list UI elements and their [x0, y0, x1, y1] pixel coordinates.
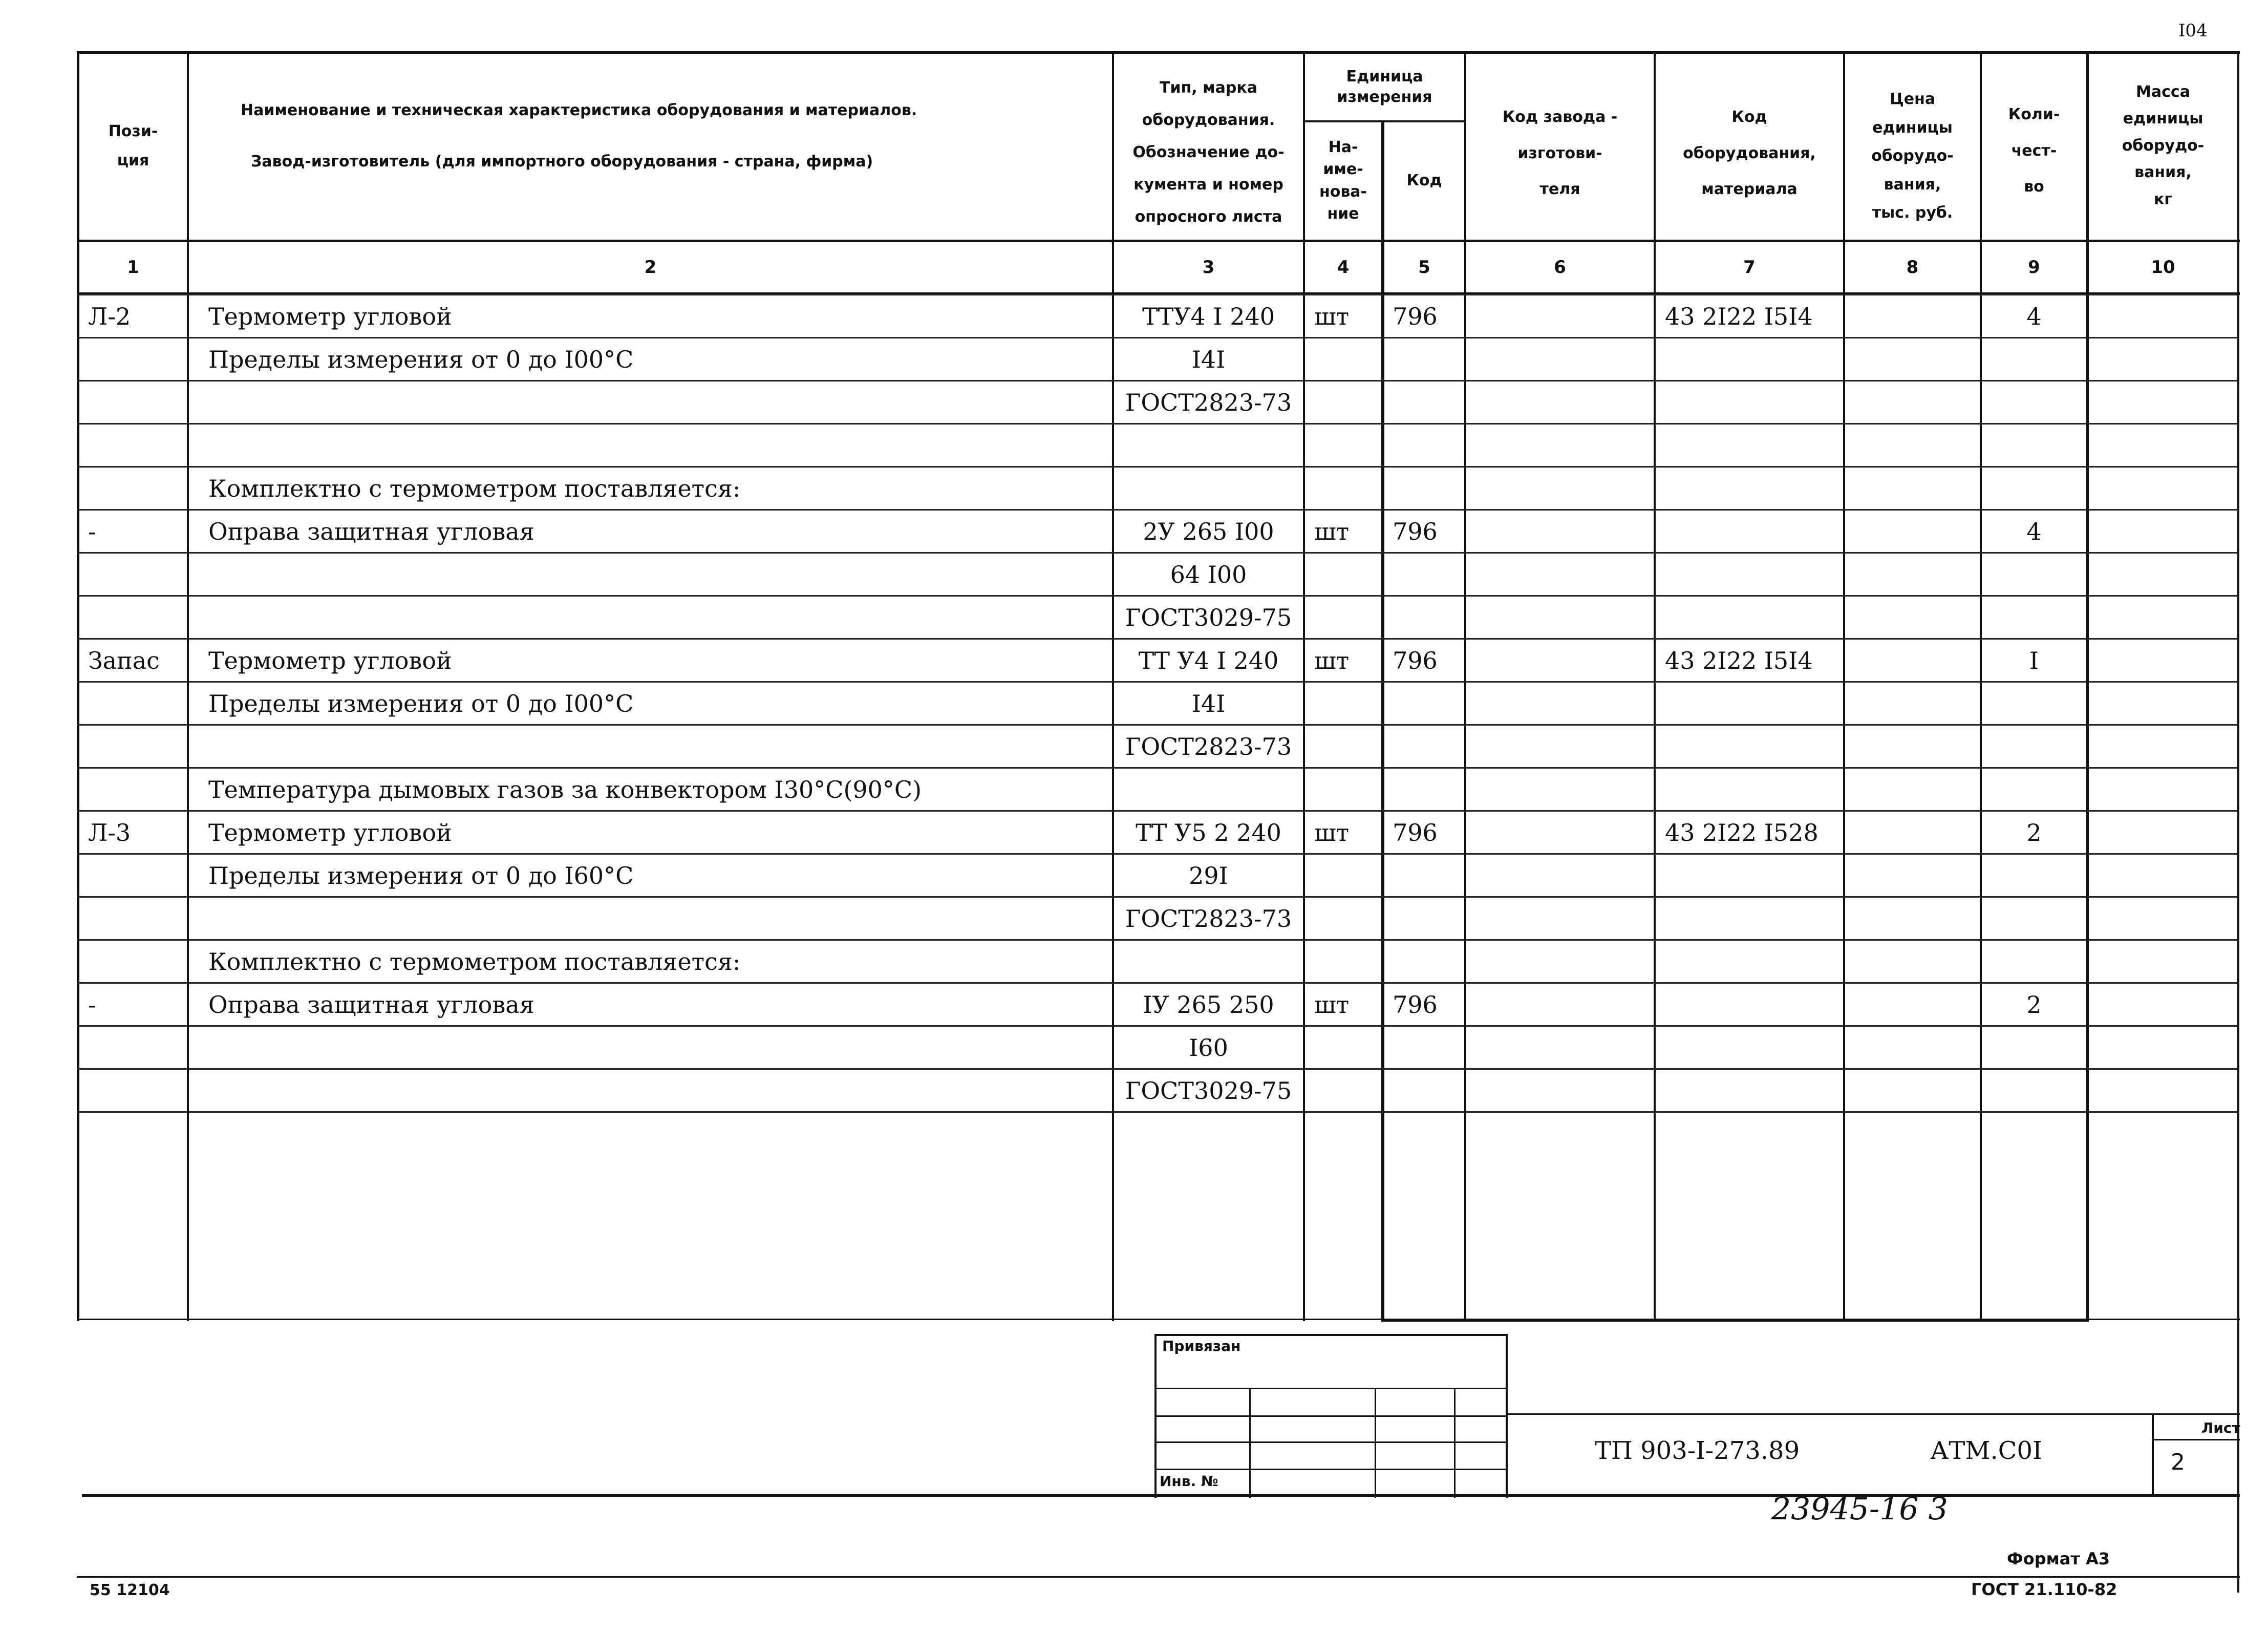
row-unit-name: [1304, 854, 1382, 897]
table-row: [77, 811, 2238, 854]
row-unit-code: [1382, 940, 1465, 983]
row-type-mark: [1113, 940, 1304, 983]
row-unit-mass: [2087, 940, 2238, 983]
row-type-mark: IУ 265 250: [1113, 983, 1304, 1026]
row-unit-name: [1304, 1112, 1382, 1155]
row-position: [77, 1112, 188, 1155]
table-row: [77, 940, 2238, 983]
row-unit-name: [1304, 424, 1382, 467]
row-unit-price: [1844, 1069, 1981, 1112]
row-unit-code: [1382, 381, 1465, 424]
row-unit-price: [1844, 811, 1981, 854]
stamp-col-1: [1249, 1388, 1251, 1498]
sheet-box-left: [2152, 1413, 2154, 1495]
row-position: Запас: [77, 639, 188, 682]
row-unit-price: [1844, 768, 1981, 811]
table-row: [77, 768, 2238, 811]
colnum-6: 6: [1554, 257, 1566, 278]
row-unit-name: [1304, 338, 1382, 381]
row-unit-price: [1844, 639, 1981, 682]
row-name: Комплектно с термометром поставляется:: [188, 940, 1113, 983]
row-plant-code: [1465, 940, 1655, 983]
handwritten-number: 23945-16 3: [1771, 1491, 1948, 1527]
row-unit-price: [1844, 897, 1981, 940]
row-quantity: [1981, 940, 2087, 983]
row-plant-code: [1465, 1069, 1655, 1112]
row-type-mark: [1113, 467, 1304, 510]
row-equipment-code: 43 2I22 I528: [1655, 811, 1844, 854]
row-equipment-code: [1655, 553, 1844, 596]
row-unit-code: [1382, 725, 1465, 768]
table-row: [77, 338, 2238, 381]
colnum-7: 7: [1743, 257, 1756, 278]
row-type-mark: 29I: [1113, 854, 1304, 897]
header-name-line1: Наименование и техническая характеристика оборудования и материалов.: [241, 101, 917, 119]
left-code: 55 12104: [90, 1581, 170, 1599]
row-plant-code: [1465, 553, 1655, 596]
row-plant-code: [1465, 682, 1655, 725]
format-label: Формат А3: [2007, 1549, 2110, 1568]
row-unit-price: [1844, 725, 1981, 768]
row-equipment-code: [1655, 424, 1844, 467]
row-equipment-code: [1655, 467, 1844, 510]
row-name: Оправа защитная угловая: [188, 983, 1113, 1026]
row-quantity: [1981, 854, 2087, 897]
table-row: [77, 1026, 2238, 1069]
stamp-top: [1154, 1334, 1508, 1336]
table-row: [77, 510, 2238, 553]
row-type-mark: ГОСТ2823-73: [1113, 725, 1304, 768]
row-unit-name: [1304, 725, 1382, 768]
colnum-8: 8: [1906, 257, 1919, 278]
header-unit-group: Единица измерения: [1337, 67, 1432, 106]
row-quantity: 4: [1981, 510, 2087, 553]
row-equipment-code: [1655, 1069, 1844, 1112]
header-unit-code: Код: [1406, 172, 1442, 189]
row-plant-code: [1465, 725, 1655, 768]
sheet-corner-mark: I04: [2178, 20, 2208, 41]
row-unit-price: [1844, 1112, 1981, 1155]
row-equipment-code: [1655, 854, 1844, 897]
table-row: [77, 381, 2238, 424]
row-unit-code: [1382, 1112, 1465, 1155]
row-position: [77, 897, 188, 940]
row-unit-code: [1382, 1026, 1465, 1069]
row-equipment-code: [1655, 983, 1844, 1026]
table-row: [77, 983, 2238, 1026]
table-row: [77, 424, 2238, 467]
row-name: [188, 1112, 1113, 1155]
sheet-box-divider: [2152, 1439, 2240, 1440]
row-name: [188, 1026, 1113, 1069]
row-unit-mass: [2087, 467, 2238, 510]
table-row: [77, 897, 2238, 940]
row-plant-code: [1465, 639, 1655, 682]
table-row: [77, 1112, 2238, 1155]
header-plant-code: Код завода - изготови- теля: [1502, 108, 1618, 199]
row-type-mark: ГОСТ3029-75: [1113, 596, 1304, 639]
row-unit-name: шт: [1304, 510, 1382, 553]
row-quantity: [1981, 897, 2087, 940]
row-plant-code: [1465, 338, 1655, 381]
row-name: Пределы измерения от 0 до I00°С: [188, 682, 1113, 725]
row-position: -: [77, 983, 188, 1026]
row-unit-mass: [2087, 768, 2238, 811]
sheet-label: Лист: [2201, 1419, 2240, 1436]
row-unit-mass: [2087, 596, 2238, 639]
header-unit-name: На- име- нова- ние: [1319, 138, 1367, 223]
header-type-mark: Тип, марка оборудования. Обозначение до- кумента и номер опросного листа: [1132, 79, 1285, 226]
row-unit-name: [1304, 768, 1382, 811]
row-position: [77, 854, 188, 897]
row-plant-code: [1465, 811, 1655, 854]
row-unit-code: 796: [1382, 295, 1465, 338]
row-unit-mass: [2087, 639, 2238, 682]
row-unit-code: 796: [1382, 811, 1465, 854]
row-unit-price: [1844, 510, 1981, 553]
row-type-mark: 64 I00: [1113, 553, 1304, 596]
header-name-line2: Завод-изготовитель (для импортного оборудования - страна, фирма): [251, 152, 873, 171]
row-unit-price: [1844, 940, 1981, 983]
row-unit-name: [1304, 1069, 1382, 1112]
row-unit-name: [1304, 467, 1382, 510]
table-row: [77, 725, 2238, 768]
title-block-top: [1508, 1413, 2240, 1415]
row-plant-code: [1465, 467, 1655, 510]
row-quantity: [1981, 1069, 2087, 1112]
row-quantity: [1981, 553, 2087, 596]
stamp-inv: Инв. №: [1160, 1473, 1218, 1490]
row-equipment-code: [1655, 1112, 1844, 1155]
row-unit-price: [1844, 424, 1981, 467]
row-plant-code: [1465, 381, 1655, 424]
row-type-mark: ТТ У5 2 240: [1113, 811, 1304, 854]
header-unit-mass: Масса единицы оборудо- вания, кг: [2122, 82, 2205, 208]
colnum-4: 4: [1337, 257, 1350, 278]
row-unit-name: [1304, 1026, 1382, 1069]
row-type-mark: ГОСТ3029-75: [1113, 1069, 1304, 1112]
row-type-mark: ТТ У4 I 240: [1113, 639, 1304, 682]
row-name: [188, 897, 1113, 940]
row-position: Л-2: [77, 295, 188, 338]
header-equipment-code: Код оборудования, материала: [1683, 108, 1816, 199]
row-unit-price: [1844, 295, 1981, 338]
row-unit-name: [1304, 553, 1382, 596]
table-bottom-line: [77, 1319, 2240, 1320]
row-position: [77, 381, 188, 424]
row-plant-code: [1465, 424, 1655, 467]
row-unit-mass: [2087, 1026, 2238, 1069]
row-name: [188, 424, 1113, 467]
row-quantity: I: [1981, 639, 2087, 682]
row-unit-price: [1844, 467, 1981, 510]
row-unit-price: [1844, 983, 1981, 1026]
row-name: [188, 1069, 1113, 1112]
row-type-mark: ГОСТ2823-73: [1113, 897, 1304, 940]
row-unit-name: [1304, 897, 1382, 940]
row-position: Л-3: [77, 811, 188, 854]
row-quantity: [1981, 596, 2087, 639]
row-equipment-code: [1655, 768, 1844, 811]
row-unit-name: шт: [1304, 639, 1382, 682]
row-plant-code: [1465, 897, 1655, 940]
row-type-mark: 2У 265 I00: [1113, 510, 1304, 553]
row-name: Оправа защитная угловая: [188, 510, 1113, 553]
row-quantity: 2: [1981, 811, 2087, 854]
table-row: [77, 639, 2238, 682]
row-type-mark: [1113, 1112, 1304, 1155]
row-unit-mass: [2087, 811, 2238, 854]
row-unit-code: 796: [1382, 639, 1465, 682]
stamp-privyazan: Привязан: [1162, 1338, 1241, 1354]
row-equipment-code: [1655, 725, 1844, 768]
row-unit-mass: [2087, 424, 2238, 467]
row-quantity: [1981, 467, 2087, 510]
row-unit-mass: [2087, 295, 2238, 338]
row-unit-name: [1304, 682, 1382, 725]
row-unit-mass: [2087, 510, 2238, 553]
frame-top: [77, 51, 2240, 54]
row-unit-code: [1382, 553, 1465, 596]
row-plant-code: [1465, 1026, 1655, 1069]
row-unit-code: [1382, 897, 1465, 940]
row-type-mark: [1113, 424, 1304, 467]
row-name: Пределы измерения от 0 до I60°С: [188, 854, 1113, 897]
row-unit-code: 796: [1382, 983, 1465, 1026]
colnum-1: 1: [127, 257, 139, 278]
row-unit-mass: [2087, 1069, 2238, 1112]
row-unit-code: [1382, 854, 1465, 897]
row-equipment-code: [1655, 381, 1844, 424]
row-unit-price: [1844, 682, 1981, 725]
row-unit-price: [1844, 553, 1981, 596]
row-name: [188, 381, 1113, 424]
row-equipment-code: 43 2I22 I5I4: [1655, 639, 1844, 682]
row-equipment-code: [1655, 338, 1844, 381]
row-equipment-code: 43 2I22 I5I4: [1655, 295, 1844, 338]
row-type-mark: ГОСТ2823-73: [1113, 381, 1304, 424]
row-plant-code: [1465, 1112, 1655, 1155]
row-unit-name: [1304, 940, 1382, 983]
row-type-mark: I4I: [1113, 338, 1304, 381]
row-unit-name: шт: [1304, 295, 1382, 338]
row-unit-mass: [2087, 983, 2238, 1026]
stamp-col-3: [1454, 1388, 1456, 1498]
row-quantity: [1981, 338, 2087, 381]
colnum-10: 10: [2151, 257, 2175, 278]
row-quantity: [1981, 1026, 2087, 1069]
row-name: Термометр угловой: [188, 639, 1113, 682]
row-unit-code: [1382, 424, 1465, 467]
row-unit-price: [1844, 381, 1981, 424]
row-unit-code: [1382, 768, 1465, 811]
row-unit-code: [1382, 596, 1465, 639]
row-position: [77, 682, 188, 725]
row-plant-code: [1465, 295, 1655, 338]
row-unit-mass: [2087, 381, 2238, 424]
row-type-mark: I4I: [1113, 682, 1304, 725]
row-equipment-code: [1655, 510, 1844, 553]
row-equipment-code: [1655, 682, 1844, 725]
table-row: [77, 553, 2238, 596]
table-row: [77, 596, 2238, 639]
row-quantity: [1981, 682, 2087, 725]
row-position: [77, 338, 188, 381]
table-row: [77, 682, 2238, 725]
row-position: [77, 768, 188, 811]
row-quantity: 4: [1981, 295, 2087, 338]
header-position: Пози- ция: [108, 122, 158, 169]
header-quantity: Коли- чест- во: [2008, 105, 2060, 196]
row-position: [77, 1026, 188, 1069]
row-type-mark: ТТУ4 I 240: [1113, 295, 1304, 338]
row-position: [77, 596, 188, 639]
row-unit-price: [1844, 1026, 1981, 1069]
row-equipment-code: [1655, 1026, 1844, 1069]
row-equipment-code: [1655, 897, 1844, 940]
row-unit-code: [1382, 338, 1465, 381]
colnum-3: 3: [1202, 257, 1215, 278]
row-unit-price: [1844, 596, 1981, 639]
colnum-2: 2: [644, 257, 657, 278]
row-name: Комплектно с термометром поставляется:: [188, 467, 1113, 510]
row-unit-name: [1304, 381, 1382, 424]
row-unit-name: шт: [1304, 983, 1382, 1026]
row-unit-mass: [2087, 854, 2238, 897]
row-quantity: [1981, 424, 2087, 467]
row-plant-code: [1465, 983, 1655, 1026]
row-type-mark: [1113, 768, 1304, 811]
row-position: [77, 940, 188, 983]
colnum-5: 5: [1418, 257, 1430, 278]
row-unit-mass: [2087, 1112, 2238, 1155]
row-plant-code: [1465, 768, 1655, 811]
sheet-number: 2: [2171, 1449, 2185, 1475]
table-row: [77, 295, 2238, 338]
row-quantity: [1981, 725, 2087, 768]
row-name: Температура дымовых газов за конвектором I30°С(90°С): [188, 768, 1113, 811]
row-name: [188, 596, 1113, 639]
colnum-9: 9: [2028, 257, 2040, 278]
row-unit-code: [1382, 467, 1465, 510]
row-name: [188, 553, 1113, 596]
row-unit-mass: [2087, 682, 2238, 725]
row-quantity: [1981, 1112, 2087, 1155]
row-unit-price: [1844, 854, 1981, 897]
row-unit-mass: [2087, 897, 2238, 940]
row-plant-code: [1465, 854, 1655, 897]
row-plant-code: [1465, 596, 1655, 639]
row-position: [77, 467, 188, 510]
row-unit-name: шт: [1304, 811, 1382, 854]
row-unit-name: [1304, 596, 1382, 639]
specification-table: [77, 294, 2238, 1154]
unit-group-divider: [1303, 120, 1464, 122]
header-unit-price: Цена единицы оборудо- вания, тыс. руб.: [1871, 90, 1954, 222]
row-position: [77, 553, 188, 596]
row-position: [77, 1069, 188, 1112]
row-unit-mass: [2087, 553, 2238, 596]
row-plant-code: [1465, 510, 1655, 553]
row-quantity: 2: [1981, 983, 2087, 1026]
row-quantity: [1981, 768, 2087, 811]
row-equipment-code: [1655, 596, 1844, 639]
stamp-col-2: [1375, 1388, 1376, 1498]
gost-label: ГОСТ 21.110-82: [1971, 1580, 2117, 1599]
row-name: Термометр угловой: [188, 295, 1113, 338]
outer-bottom-line: [77, 1576, 2240, 1578]
row-unit-price: [1844, 338, 1981, 381]
row-unit-mass: [2087, 725, 2238, 768]
row-equipment-code: [1655, 940, 1844, 983]
document-designation: ТП 903-I-273.89: [1595, 1436, 1800, 1465]
row-position: -: [77, 510, 188, 553]
row-unit-mass: [2087, 338, 2238, 381]
table-row: [77, 1069, 2238, 1112]
row-name: [188, 725, 1113, 768]
row-type-mark: I60: [1113, 1026, 1304, 1069]
row-unit-code: [1382, 1069, 1465, 1112]
row-name: Термометр угловой: [188, 811, 1113, 854]
row-unit-code: [1382, 682, 1465, 725]
table-row: [77, 467, 2238, 510]
document-mark: АТМ.С0I: [1930, 1436, 2042, 1465]
row-position: [77, 424, 188, 467]
table-row: [77, 854, 2238, 897]
row-name: Пределы измерения от 0 до I00°С: [188, 338, 1113, 381]
row-unit-code: 796: [1382, 510, 1465, 553]
row-quantity: [1981, 381, 2087, 424]
row-position: [77, 725, 188, 768]
